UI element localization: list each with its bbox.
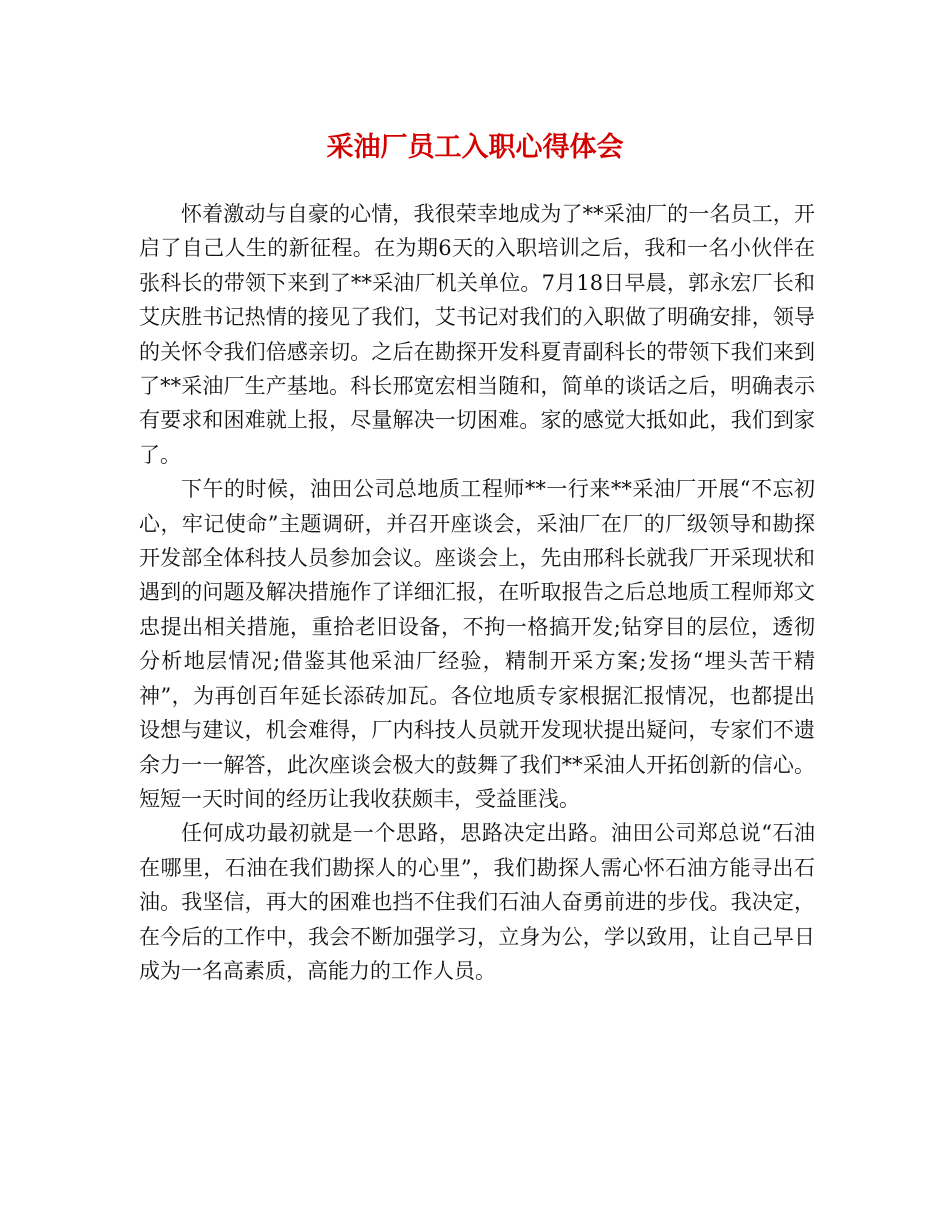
paragraph: 下午的时候，油田公司总地质工程师**一行来**采油厂开展“不忘初心，牢记使命”主题调研，并召开座谈会，采油厂在厂的厂级领导和勘探开发部全体科技人员参加会议。座谈会上，先由邢科长就我厂开采现状和遇到的问题及解决措施作了详细汇报，在听取报告之后总地质工程师郑文忠提出相关措施，重拾老旧设备，不拘一格搞开发;钻穿目的层位，透彻分析地层情况;借鉴其他采油厂经验，精制开采方案;发扬“埋头苦干精神”，为再创百年延长添砖加瓦。各位地质专家根据汇报情况，也都提出设想与建议，机会难得，厂内科技人员就开发现状提出疑问，专家们不遗余力一一解答，此次座谈会极大的鼓舞了我们**采油人开拓创新的信心。短短一天时间的经历让我收获颇丰，受益匪浅。 <box>139 477 815 811</box>
paragraph: 任何成功最初就是一个思路，思路决定出路。油田公司郑总说“石油在哪里，石油在我们勘探人的心里”，我们勘探人需心怀石油方能寻出石油。我坚信，再大的困难也挡不住我们石油人奋勇前进的步伐。我决定，在今后的工作中，我会不断加强学习，立身为公，学以致用，让自己早日成为一名高素质，高能力的工作人员。 <box>139 821 815 983</box>
document-body <box>139 197 815 988</box>
paragraph: 怀着激动与自豪的心情，我很荣幸地成为了**采油厂的一名员工，开启了自己人生的新征程。在为期6天的入职培训之后，我和一名小伙伴在张科长的带领下来到了**采油厂机关单位。7月18日早晨，郭永宏厂长和艾庆胜书记热情的接见了我们，艾书记对我们的入职做了明确安排，领导的关怀令我们倍感亲切。之后在勘探开发科夏青副科长的带领下我们来到了**采油厂生产基地。科长邢宽宏相当随和，简单的谈话之后，明确表示有要求和困难就上报，尽量解决一切困难。家的感觉大抵如此，我们到家了。 <box>139 202 815 467</box>
document-title: 采油厂员工入职心得体会 <box>326 132 624 163</box>
